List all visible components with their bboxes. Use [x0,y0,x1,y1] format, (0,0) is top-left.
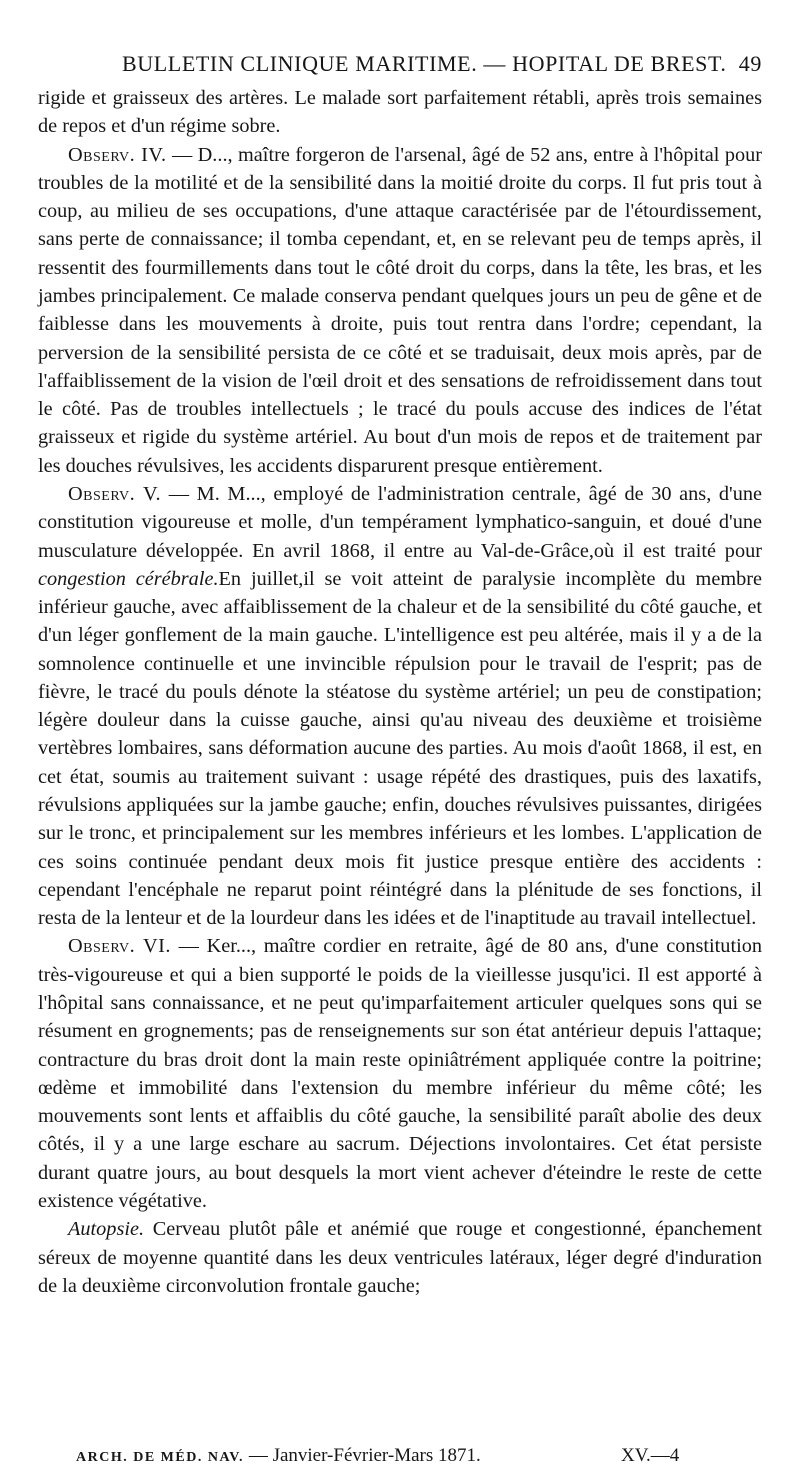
body-text [38,84,762,1300]
journal-date: — Janvier-Février-Mars 1871. [244,1445,481,1466]
paragraph-observation-4 [38,141,762,480]
paragraph-text: Cerveau plutôt pâle et anémié que rouge et congestionné, épanchement séreux de moyenne quantité dans les deux ventricules latéraux, léger degré d'induration de la deuxième circonvolution frontale gauche; [38,1218,762,1297]
paragraph-text: — M. M..., employé de l'administration centrale, âgé de 30 ans, d'une constitution vigoureuse et molle, d'un tempérament lymphatico-sanguin, et doué d'une musculature développée. En avril 1868, il entre au Val-de-Grâce,où il est traité pour [38,482,762,562]
observation-heading: Observ. IV. [68,143,167,166]
page-number: 49 [738,51,762,76]
paragraph-observation-6 [38,932,762,1215]
observation-heading: Observ. VI. [68,935,171,958]
paragraph-text: En juillet,il se voit atteint de paralysie incomplète du membre inférieur gauche, avec affaiblissement de la chaleur et de la sensibilité du côté gauche, et d'un léger gonflement de la main gauche. L'intelligence est peu altérée, mais il y a de la somnolence continuelle et une invincible répulsion pour le travail de l'esprit; pas de fièvre, le tracé du pouls dénote la stéatose du système artériel; un peu de constipation; légère douleur dans la cuisse gauche, ainsi qu'au niveau des deuxième et troisième vertèbres lombaires, sans déformation aucune des parties. Au mois d'août 1868, il est, en cet état, soumis au traitement suivant : usage répété des drastiques, puis des laxatifs, révulsions appliquées sur la jambe gauche; enfin, douches révulsives puissantes, dirigées sur le tronc, et principalement sur les membres inférieurs et les lombes. L'application de ces soins continuée pendant deux mois fit justice presque entière des accidents : cependant l'encéphale ne reparut point réintégré dans la plénitude de ses fonctions, il resta de la lenteur et de la lourdeur dans les idées et de l'inaptitude au travail intellectuel. [38,567,763,930]
paragraph-text: — D..., maître forgeron de l'arsenal, âgé de 52 ans, entre à l'hôpital pour troubles de la motilité et de la sensibilité dans la moitié droite du corps. Il fut pris tout à coup, au milieu de ses occupations, d'une attaque caractérisée par de l'étourdissement, sans perte de connaissance; il tomba cependant, et, en se relevant peu de temps après, il ressentit des fourmillements dans tout le côté droit du corps, dans la tête, les bras, et les jambes principalement. Ce malade conserva pendant quelques jours un peu de gêne et de faiblesse dans les mouvements à droite, puis tout rentra dans l'ordre; cependant, la perversion de la sensibilité persista de ce côté et se traduisait, deux mois après, par de l'affaiblissement de la vision de l'œil droit et des sensations de refroidissement dans tout le côté. Pas de troubles intellectuels ; le tracé du pouls accuse des indices de l'état graisseux et rigide du système artériel. Au bout d'un mois de repos et de traitement par les douches révulsives, les accidents disparurent presque entièrement. [38,143,762,477]
emphasis-diagnosis: congestion cérébrale. [38,567,219,590]
paragraph-text: — Ker..., maître cordier en retraite, âgé de 80 ans, d'une constitution très-vigoureuse et qui a bien supporté le poids de la vieillesse jusqu'ici. Il est apporté à l'hôpital sans connaissance, et ne peut qu'imparfaitement articuler quelques sons qui se résument en grognements; pas de renseignements sur son état antérieur depuis l'attaque; contracture du bras droit dont la main reste opiniâtrément appliquée contre la poitrine; œdème et immobilité dans l'extension du membre inférieur du même côté; les mouvements sont lents et affaiblis du côté gauche, la sensibilité paraît abolie des deux côtés, il y a une large eschare au sacrum. Déjections involontaires. Cet état persiste durant quatre jours, au bout desquels la mort vient achever d'éteindre le reste de cette existence végétative. [38,935,762,1212]
paragraph-continuation [38,84,762,141]
running-title: BULLETIN CLINIQUE MARITIME. — HOPITAL DE BREST. [122,51,727,76]
journal-abbreviation: ARCH. DE MÉD. NAV. [76,1450,245,1465]
signature-mark: XV.—4 [621,1445,680,1466]
page-footer [38,1442,762,1470]
paragraph-text: rigide et graisseux des artères. Le malade sort parfaitement rétabli, après trois semaines de repos et d'un régime sobre. [38,87,762,138]
paragraph-autopsy [38,1215,762,1300]
journal-reference [76,1442,481,1472]
page-header [38,44,762,84]
observation-heading: Observ. V. [68,482,162,505]
autopsy-heading: Autopsie. [68,1218,145,1241]
paragraph-observation-5 [38,480,762,933]
